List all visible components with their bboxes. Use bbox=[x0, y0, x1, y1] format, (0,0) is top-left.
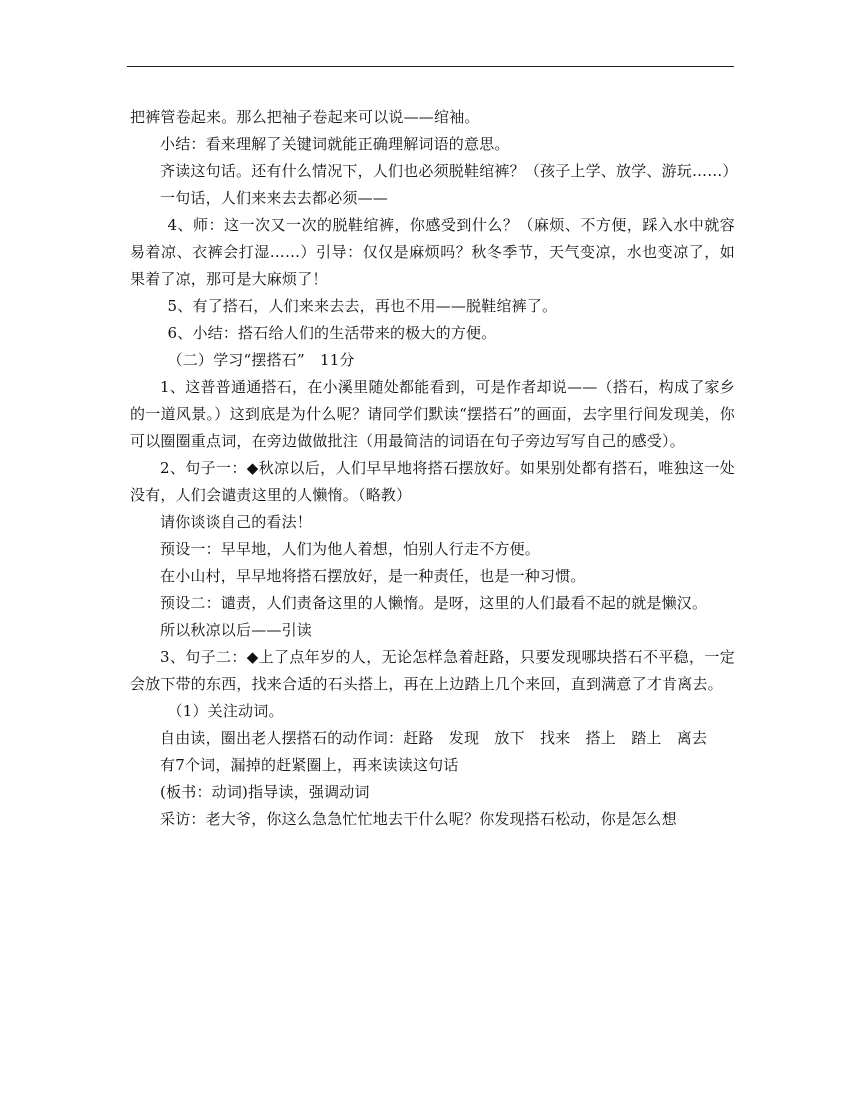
paragraph: 所以秋凉以后——引读 bbox=[160, 621, 313, 639]
paragraph: 1、这普普通通搭石，在小溪里随处都能看到，可是作者却说——（搭石，构成了家乡的一道风景。）这到底是为什么呢？请同学们默读“摆搭石”的画面，去字里行间发现美，你可以圈圈重点词，在旁边做做批注（用最简洁的词语在句子旁边写写自己的感受）。 bbox=[130, 378, 735, 450]
paragraph: 请你谈谈自己的看法！ bbox=[160, 513, 313, 531]
paragraph: 自由读，圈出老人摆搭石的动作词：赶路 发现 放下 找来 搭上 踏上 离去 bbox=[160, 729, 708, 747]
paragraph: 5、有了搭石，人们来来去去，再也不用——脱鞋绾裤了。 bbox=[167, 297, 558, 315]
paragraph: 把裤管卷起来。那么把袖子卷起来可以说——绾袖。 bbox=[130, 108, 480, 126]
paragraph: 一句话，人们来来去去都必须—— bbox=[160, 189, 389, 207]
section-heading: （二）学习“摆搭石” 11分 bbox=[167, 351, 355, 369]
paragraph: 小结：看来理解了关键词就能正确理解词语的意思。 bbox=[160, 135, 510, 153]
paragraph: (板书：动词)指导读，强调动词 bbox=[160, 783, 370, 801]
paragraph: 采访：老大爷，你这么急急忙忙地去干什么呢？你发现搭石松动，你是怎么想 bbox=[160, 810, 677, 828]
paragraph: 有7个词，漏掉的赶紧圈上，再来读读这句话 bbox=[160, 756, 459, 774]
paragraph: 2、句子一：◆秋凉以后，人们早早地将搭石摆放好。如果别处都有搭石，唯独这一处没有，人们会谴责这里的人懒惰。（略教） bbox=[130, 459, 735, 504]
paragraph: 3、句子二：◆上了点年岁的人，无论怎样急着赶路，只要发现哪块搭石不平稳，一定会放下带的东西，找来合适的石头搭上，再在上边踏上几个来回，直到满意了才肯离去。 bbox=[130, 648, 735, 693]
paragraph: 4、师：这一次又一次的脱鞋绾裤，你感受到什么？（麻烦、不方便，踩入水中就容易着凉、衣裤会打湿……）引导：仅仅是麻烦吗？秋冬季节，天气变凉，水也变凉了，如果着了凉，那可是大麻烦了！ bbox=[130, 216, 735, 288]
paragraph: （1）关注动词。 bbox=[167, 702, 284, 720]
paragraph: 在小山村，早早地将搭石摆放好，是一种责任，也是一种习惯。 bbox=[160, 567, 586, 585]
paragraph: 预设一：早早地，人们为他人着想，怕别人行走不方便。 bbox=[160, 540, 541, 558]
paragraph: 齐读这句话。还有什么情况下，人们也必须脱鞋绾裤？（孩子上学、放学、游玩……） bbox=[160, 162, 738, 180]
paragraph: 预设二：谴责，人们责备这里的人懒惰。是呀，这里的人们最看不起的就是懒汉。 bbox=[160, 594, 708, 612]
document-body bbox=[130, 104, 738, 833]
paragraph: 6、小结：搭石给人们的生活带来的极大的方便。 bbox=[167, 324, 497, 342]
header-rule bbox=[127, 66, 734, 67]
